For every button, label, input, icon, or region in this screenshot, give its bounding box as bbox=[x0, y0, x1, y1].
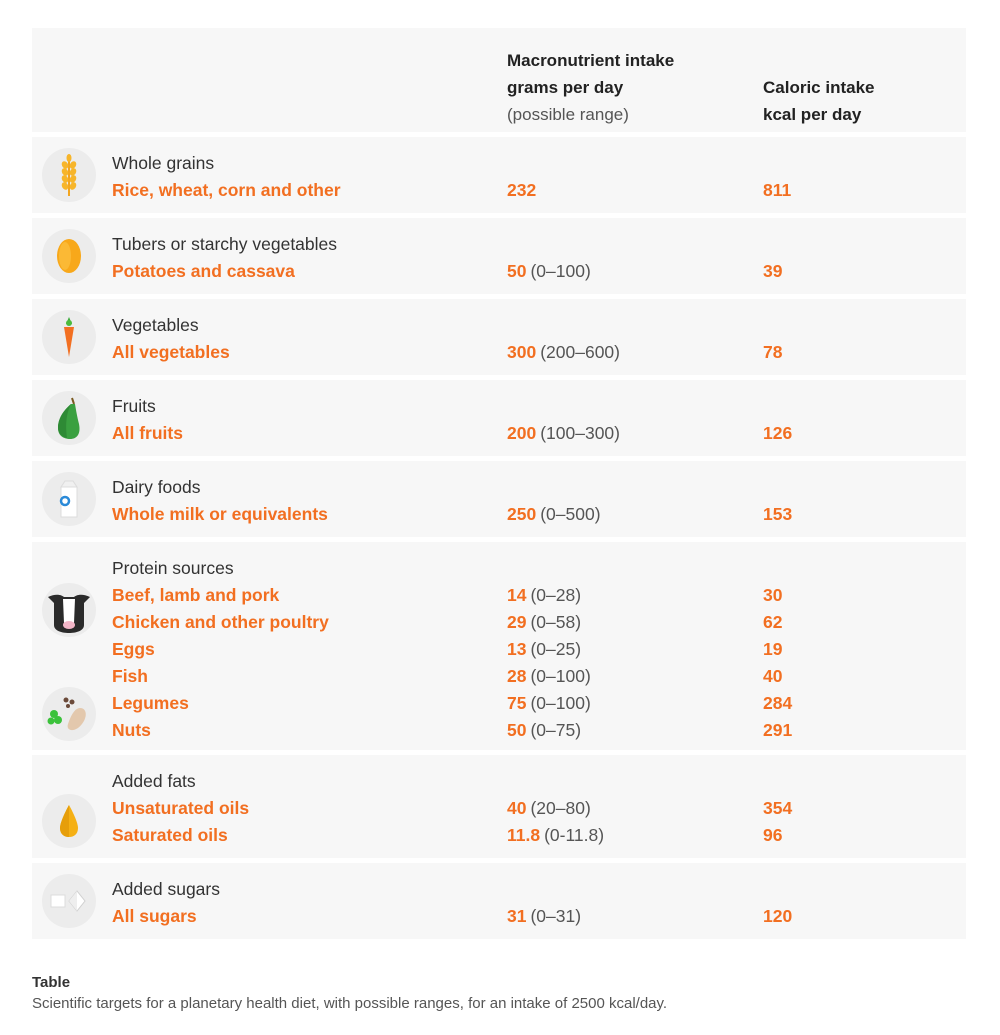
row-vegetables bbox=[32, 299, 966, 375]
grams-range: (0–100) bbox=[530, 666, 591, 686]
item-name: Beef, lamb and pork bbox=[112, 585, 280, 605]
grams-value: 11.8 bbox=[507, 825, 541, 845]
kcal-value: 120 bbox=[763, 906, 793, 926]
kcal-value: 96 bbox=[763, 825, 783, 845]
category-label: Dairy foods bbox=[112, 477, 201, 497]
grams-range: (0–25) bbox=[530, 639, 582, 659]
item-name: Legumes bbox=[112, 693, 189, 713]
item-name: Chicken and other poultry bbox=[112, 612, 329, 632]
grams-cell bbox=[507, 636, 581, 663]
grams-range: (0–100) bbox=[530, 693, 591, 713]
cal-header-line1: Caloric intake bbox=[763, 78, 875, 97]
item-row bbox=[32, 636, 966, 663]
category-label: Protein sources bbox=[112, 558, 234, 578]
grams-value: 13 bbox=[507, 639, 527, 659]
grams-value: 50 bbox=[507, 720, 527, 740]
grams-value: 29 bbox=[507, 612, 527, 632]
grams-value: 300 bbox=[507, 342, 537, 362]
item-name: Rice, wheat, corn and other bbox=[112, 180, 341, 200]
item-name: Potatoes and cassava bbox=[112, 261, 295, 281]
item-row bbox=[32, 903, 966, 930]
row-added-sugars bbox=[32, 863, 966, 939]
item-row bbox=[32, 690, 966, 717]
item-row bbox=[32, 339, 966, 366]
item-row bbox=[32, 501, 966, 528]
grams-value: 75 bbox=[507, 693, 527, 713]
grams-range: (0-11.8) bbox=[544, 825, 605, 845]
item-name: All fruits bbox=[112, 423, 183, 443]
grams-cell bbox=[507, 582, 581, 609]
grams-cell bbox=[507, 822, 604, 849]
item-row bbox=[32, 258, 966, 285]
grams-range: (100–300) bbox=[540, 423, 620, 443]
macro-column-header bbox=[507, 47, 674, 128]
kcal-value: 811 bbox=[763, 180, 792, 200]
cal-header-line2: kcal per day bbox=[763, 105, 862, 124]
macro-header-line1: Macronutrient intake bbox=[507, 51, 675, 70]
grams-value: 50 bbox=[507, 261, 527, 281]
item-name: All vegetables bbox=[112, 342, 230, 362]
item-name: All sugars bbox=[112, 906, 197, 926]
grams-range: (0–58) bbox=[530, 612, 582, 632]
item-name: Fish bbox=[112, 666, 148, 686]
item-name: Whole milk or equivalents bbox=[112, 504, 328, 524]
grams-cell bbox=[507, 795, 591, 822]
kcal-value: 153 bbox=[763, 504, 793, 524]
kcal-value: 19 bbox=[763, 639, 783, 659]
item-row bbox=[32, 420, 966, 447]
kcal-value: 30 bbox=[763, 585, 783, 605]
kcal-value: 40 bbox=[763, 666, 783, 686]
macro-header-line2: grams per day bbox=[507, 78, 624, 97]
grams-range: (0–100) bbox=[530, 261, 591, 281]
item-name: Nuts bbox=[112, 720, 151, 740]
grams-cell bbox=[507, 420, 620, 447]
kcal-value: 62 bbox=[763, 612, 783, 632]
item-row bbox=[32, 717, 966, 744]
macro-header-line3: (possible range) bbox=[507, 105, 629, 124]
row-tubers bbox=[32, 218, 966, 294]
item-row bbox=[32, 663, 966, 690]
table-header bbox=[32, 28, 966, 132]
grams-range: (0–75) bbox=[530, 720, 582, 740]
item-name: Eggs bbox=[112, 639, 155, 659]
grams-cell bbox=[507, 258, 591, 285]
item-row bbox=[32, 609, 966, 636]
grams-range: (0–28) bbox=[530, 585, 582, 605]
grams-range: (20–80) bbox=[530, 798, 591, 818]
grams-value: 40 bbox=[507, 798, 527, 818]
grams-value: 31 bbox=[507, 906, 527, 926]
category-label: Added sugars bbox=[112, 879, 220, 899]
item-row bbox=[32, 177, 966, 204]
category-label: Whole grains bbox=[112, 153, 215, 173]
grams-cell bbox=[507, 177, 536, 204]
kcal-value: 291 bbox=[763, 720, 793, 740]
kcal-value: 78 bbox=[763, 342, 783, 362]
grams-value: 200 bbox=[507, 423, 537, 443]
row-dairy bbox=[32, 461, 966, 537]
grams-cell bbox=[507, 663, 591, 690]
caption-title: Table bbox=[32, 974, 71, 991]
grams-cell bbox=[507, 903, 581, 930]
grams-cell bbox=[507, 690, 591, 717]
category-label: Fruits bbox=[112, 396, 156, 416]
grams-range: (0–500) bbox=[540, 504, 601, 524]
item-row bbox=[32, 822, 966, 849]
item-name: Saturated oils bbox=[112, 825, 228, 845]
grams-value: 28 bbox=[507, 666, 527, 686]
item-name: Unsaturated oils bbox=[112, 798, 250, 818]
item-row bbox=[32, 795, 966, 822]
grams-value: 232 bbox=[507, 180, 537, 200]
caption-text: Scientific targets for a planetary health diet, with possible ranges, for an intake of 2500 kcal/day. bbox=[32, 995, 668, 1012]
grams-range: (200–600) bbox=[540, 342, 620, 362]
row-whole-grains bbox=[32, 137, 966, 213]
kcal-value: 354 bbox=[763, 798, 793, 818]
grams-value: 250 bbox=[507, 504, 537, 524]
row-added-fats bbox=[32, 755, 966, 858]
table-caption bbox=[32, 972, 667, 1014]
row-fruits bbox=[32, 380, 966, 456]
diet-table bbox=[32, 28, 966, 944]
grams-cell bbox=[507, 339, 620, 366]
caloric-column-header bbox=[763, 74, 875, 128]
kcal-value: 126 bbox=[763, 423, 793, 443]
kcal-value: 39 bbox=[763, 261, 783, 281]
item-row bbox=[32, 582, 966, 609]
grams-cell bbox=[507, 501, 601, 528]
row-protein-sources bbox=[32, 542, 966, 750]
grams-range: (0–31) bbox=[530, 906, 582, 926]
category-label: Vegetables bbox=[112, 315, 199, 335]
kcal-value: 284 bbox=[763, 693, 793, 713]
category-label: Tubers or starchy vegetables bbox=[112, 234, 338, 254]
grams-value: 14 bbox=[507, 585, 527, 605]
category-label: Added fats bbox=[112, 771, 196, 791]
grams-cell bbox=[507, 609, 581, 636]
grams-cell bbox=[507, 717, 581, 744]
